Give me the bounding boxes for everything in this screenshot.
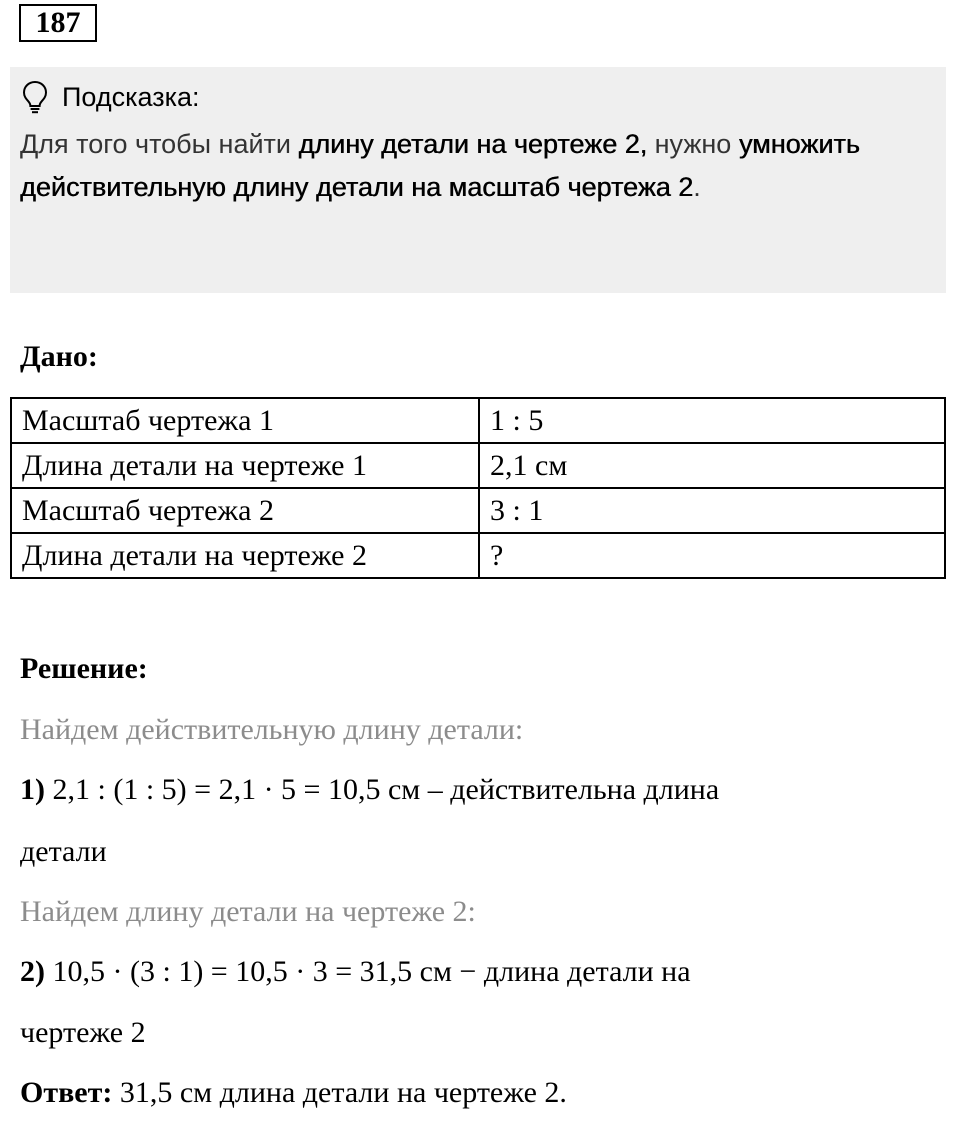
step1-intro: Найдем действительную длину детали: (20, 713, 524, 746)
given-label: Длина детали на чертеже 1 (11, 443, 479, 488)
step1-expression: 2,1 : (1 : 5) = 2,1 · 5 = 10,5 см – действительна длина (45, 773, 720, 806)
hint-text (20, 123, 920, 209)
step2-line2: чертеже 2 (20, 1016, 146, 1049)
hint-box (10, 67, 946, 293)
given-value: 1 : 5 (479, 398, 945, 443)
step2-intro: Найдем длину детали на чертеже 2: (20, 895, 476, 928)
hint-text-part-2: нужно (647, 129, 739, 159)
table-row (11, 488, 945, 533)
step1-number: 1) (20, 773, 45, 806)
answer-text: 31,5 см длина детали на чертеже 2. (112, 1076, 567, 1109)
given-value: 2,1 см (479, 443, 945, 488)
table-row (11, 398, 945, 443)
given-value: ? (479, 533, 945, 578)
step2-line1 (20, 955, 691, 989)
table-row (11, 533, 945, 578)
lightbulb-icon (22, 80, 48, 114)
hint-header (22, 79, 200, 115)
step1-line2: детали (20, 835, 107, 868)
answer-line (20, 1076, 567, 1110)
step2-number: 2) (20, 955, 45, 988)
hint-emphasis-2: умножить действительную длину детали на масштаб чертежа 2 (20, 129, 860, 202)
given-label: Масштаб чертежа 2 (11, 488, 479, 533)
hint-emphasis-1: длину детали на чертеже 2, (298, 129, 648, 159)
step1-line1 (20, 773, 719, 807)
given-label: Масштаб чертежа 1 (11, 398, 479, 443)
task-number: 187 (19, 4, 97, 42)
hint-title: Подсказка: (62, 81, 200, 112)
hint-text-part-1: Для того чтобы найти (20, 129, 299, 159)
given-value: 3 : 1 (479, 488, 945, 533)
given-label: Длина детали на чертеже 2 (11, 533, 479, 578)
step2-expression: 10,5 · (3 : 1) = 10,5 · 3 = 31,5 см − длина детали на (45, 955, 691, 988)
hint-text-part-3: . (693, 172, 701, 202)
answer-label: Ответ: (20, 1076, 113, 1109)
solution-title: Решение: (20, 652, 148, 685)
table-row (11, 443, 945, 488)
given-title: Дано: (20, 340, 98, 373)
given-table (10, 397, 946, 579)
